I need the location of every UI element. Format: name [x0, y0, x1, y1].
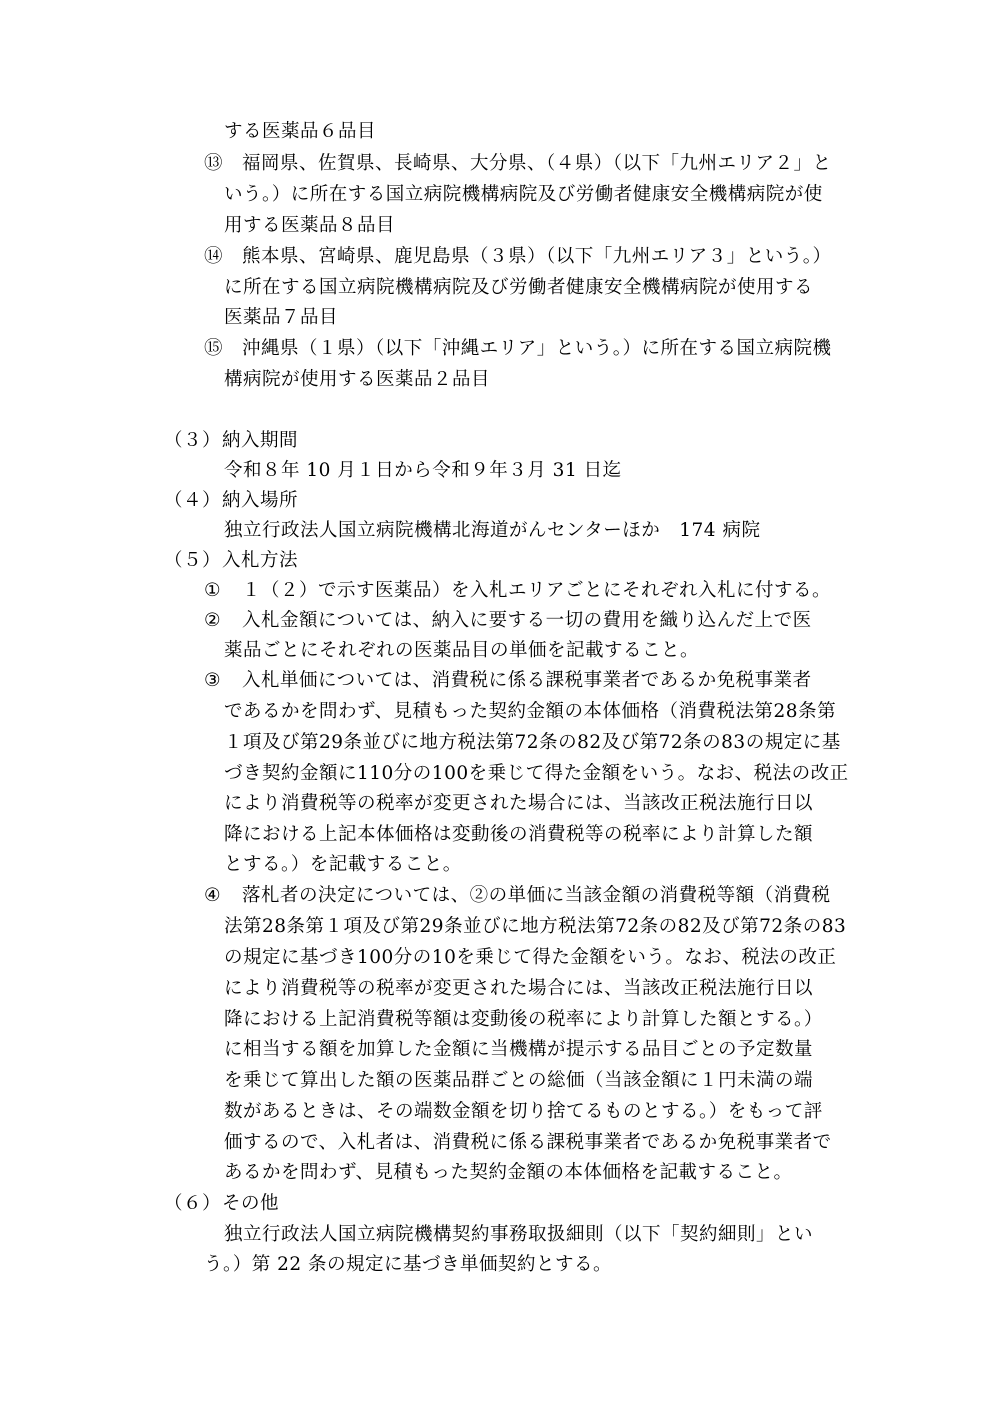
item-marker: ① — [204, 580, 222, 601]
text-line: 独立行政法人国立病院機構北海道がんセンターほか 174 病院 — [224, 520, 761, 541]
list-item-13: ⑬ 福岡県、佐賀県、長崎県、大分県、（４県）（以下「九州エリア２」と — [204, 149, 832, 179]
text-line: いう。）に所在する国立病院機構病院及び労働者健康安全機構病院が使 — [224, 184, 823, 205]
text-line: １項及び第29条並びに地方税法第72条の82及び第72条の83の規定に基 — [224, 732, 841, 753]
section-number: （５） — [164, 550, 222, 571]
text-line: に所在する国立病院機構病院及び労働者健康安全機構病院が使用する — [224, 277, 814, 298]
text-line: づき契約金額に110分の100を乗じて得た金額をいう。なお、税法の改正 — [224, 763, 849, 784]
text-line: する医薬品６品目 — [224, 121, 377, 142]
section-number: （３） — [164, 430, 222, 451]
text-line: あるかを問わず、見積もった契約金額の本体価格を記載すること。 — [224, 1162, 793, 1183]
text-line: の規定に基づき100分の10を乗じて得た金額をいう。なお、税法の改正 — [224, 947, 837, 968]
text-line: 令和８年 10 月１日から令和９年３月 31 日迄 — [224, 460, 622, 481]
item-marker: ⑬ — [204, 153, 224, 174]
text-line: 薬品ごとにそれぞれの医薬品目の単価を記載すること。 — [224, 640, 700, 661]
text-line: 用する医薬品８品目 — [224, 215, 396, 236]
text-line: 数があるときは、その端数金額を切り捨てるものとする。）をもって評 — [224, 1101, 823, 1122]
section-heading-4: （４）納入場所 — [164, 486, 298, 516]
text-line: により消費税等の税率が変更された場合には、当該改正税法施行日以 — [224, 793, 814, 814]
list-item-15: ⑮ 沖縄県（１県）（以下「沖縄エリア」という。）に所在する国立病院機 — [204, 334, 832, 364]
text-line: う。）第 22 条の規定に基づき単価契約とする。 — [204, 1254, 613, 1275]
section-heading-5: （５）入札方法 — [164, 546, 298, 576]
section-heading-6: （６）その他 — [164, 1189, 279, 1219]
item-marker: ⑮ — [204, 338, 224, 359]
item-marker: ⑭ — [204, 246, 224, 267]
text-line: 降における上記消費税等額は変動後の税率により計算した額とする。） — [224, 1009, 823, 1030]
list-item-2: ② 入札金額については、納入に要する一切の費用を織り込んだ上で医 — [204, 606, 812, 636]
list-item-1: ① １（２）で示す医薬品）を入札エリアごとにそれぞれ入札に付する。 — [204, 576, 831, 606]
section-number: （６） — [164, 1193, 222, 1214]
list-item-4: ④ 落札者の決定については、②の単価に当該金額の消費税等額（消費税 — [204, 881, 831, 911]
text-line: 構病院が使用する医薬品２品目 — [224, 369, 491, 390]
item-marker: ④ — [204, 885, 222, 906]
text-line: 独立行政法人国立病院機構契約事務取扱細則（以下「契約細則」とい — [224, 1224, 814, 1245]
text-line: 価するので、入札者は、消費税に係る課税事業者であるか免税事業者で — [224, 1132, 832, 1153]
text-line: 医薬品７品目 — [224, 307, 339, 328]
text-line: であるかを問わず、見積もった契約金額の本体価格（消費税法第28条第 — [224, 701, 837, 722]
item-marker: ② — [204, 610, 222, 631]
list-item-14: ⑭ 熊本県、宮崎県、鹿児島県（３県）（以下「九州エリア３」という。） — [204, 242, 832, 272]
text-line: 降における上記本体価格は変動後の消費税等の税率により計算した額 — [224, 824, 814, 845]
text-line: に相当する額を加算した金額に当機構が提示する品目ごとの予定数量 — [224, 1039, 814, 1060]
section-heading-3: （３）納入期間 — [164, 426, 298, 456]
text-line: 法第28条第１項及び第29条並びに地方税法第72条の82及び第72条の83 — [224, 916, 847, 937]
text-line: を乗じて算出した額の医薬品群ごとの総価（当該金額に１円未満の端 — [224, 1070, 814, 1091]
text-line: により消費税等の税率が変更された場合には、当該改正税法施行日以 — [224, 978, 814, 999]
item-marker: ③ — [204, 670, 222, 691]
text-line: とする。）を記載すること。 — [224, 854, 462, 875]
section-number: （４） — [164, 490, 222, 511]
list-item-3: ③ 入札単価については、消費税に係る課税事業者であるか免税事業者 — [204, 666, 812, 696]
